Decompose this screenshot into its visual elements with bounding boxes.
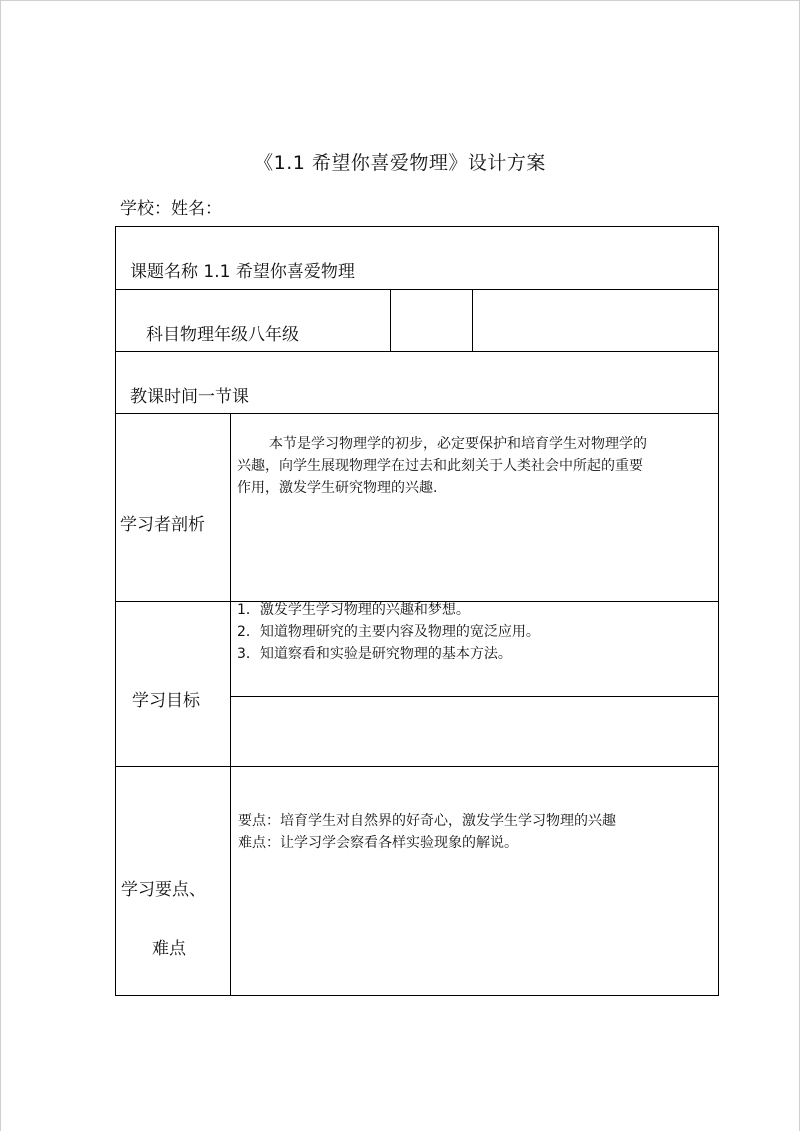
subject-cell-divider (472, 289, 473, 352)
objectives-list (237, 599, 707, 665)
key-point-line: 要点：培育学生对自然界的好奇心，激发学生学习物理的兴趣 (238, 813, 616, 829)
row-divider (115, 413, 719, 414)
school-name-line: 学校：姓名： (120, 199, 222, 219)
difficulty-line: 难点：让学习学会察看各样实验现象的解说。 (238, 835, 518, 851)
key-points-label-line2: 难点 (152, 939, 186, 959)
table-top-border (115, 226, 719, 227)
subject-grade-text: 科目物理年级八年级 (146, 325, 299, 345)
row-divider (115, 289, 719, 290)
key-points-label-line1: 学习要点、 (121, 880, 206, 900)
list-item: 3．知道察看和实验是研究物理的基本方法。 (237, 646, 512, 662)
table-right-border (718, 226, 719, 996)
table-bottom-border (115, 995, 719, 996)
paragraph-line: 本节是学习物理学的初步，必定要保护和培育学生对物理学的 (269, 436, 647, 452)
paragraph-line: 兴趣，向学生展现物理学在过去和此刻关于人类社会中所起的重要 (237, 458, 643, 474)
learner-analysis-content (237, 433, 707, 499)
row-divider (115, 351, 719, 352)
list-item: 1．激发学生学习物理的兴趣和梦想。 (237, 602, 470, 618)
table-left-border (115, 226, 116, 996)
teaching-time-text: 教课时间一节课 (130, 387, 249, 407)
objectives-label: 学习目标 (132, 691, 200, 711)
row-divider (115, 766, 719, 767)
inner-row-divider (230, 696, 719, 697)
topic-row-text: 课题名称 1.1 希望你喜爱物理 (130, 262, 355, 282)
subject-cell-divider (390, 289, 391, 352)
document-title: 《1.1 希望你喜爱物理》设计方案 (254, 152, 546, 174)
label-column-divider (230, 413, 231, 996)
list-item: 2．知道物理研究的主要内容及物理的宽泛应用。 (237, 624, 540, 640)
learner-analysis-label: 学习者剖析 (120, 515, 205, 535)
key-points-content (238, 810, 708, 854)
paragraph-line: 作用，激发学生研究物理的兴趣. (237, 480, 438, 496)
